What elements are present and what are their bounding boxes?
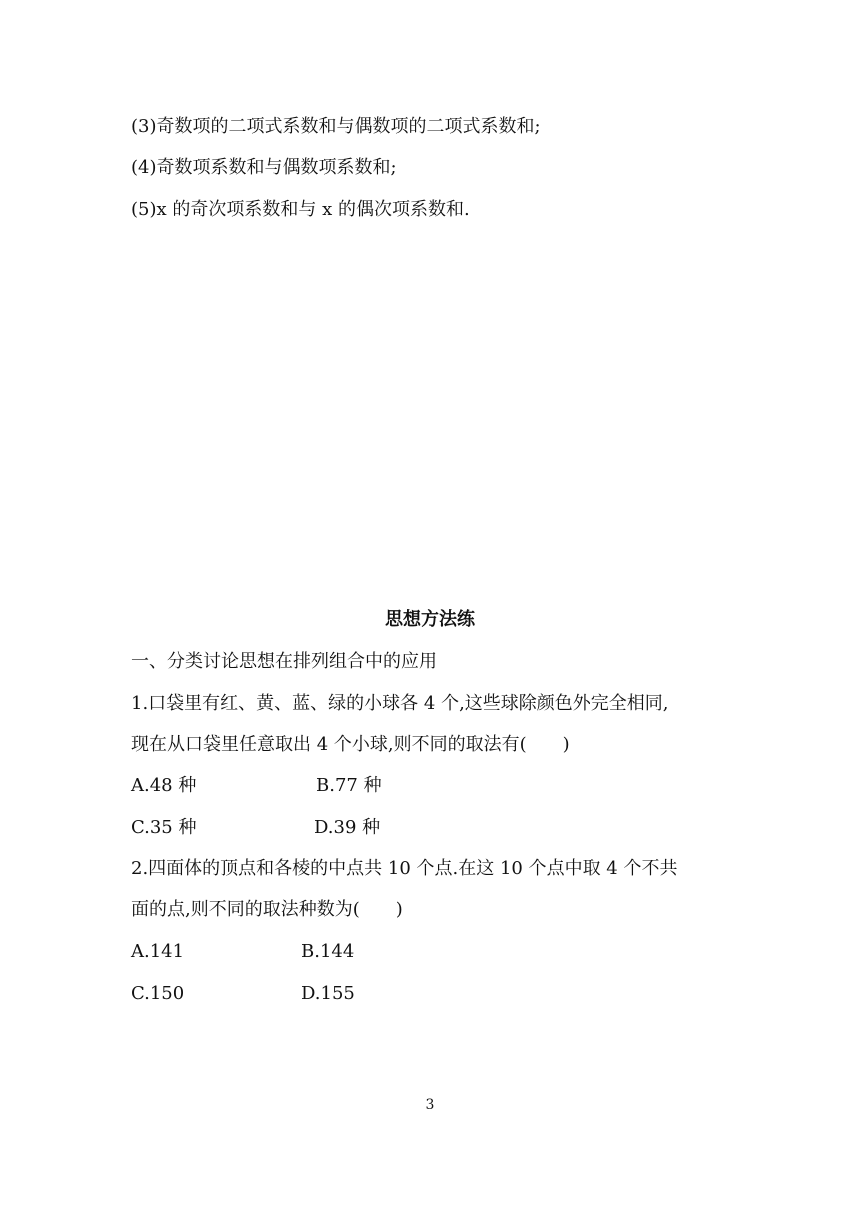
item-3-text: (3)奇数项的二项式系数和与偶数项的二项式系数和;: [131, 116, 541, 137]
item-5-text: (5)x 的奇次项系数和与 x 的偶次项系数和.: [131, 199, 470, 220]
section-title: 思想方法练: [385, 609, 475, 630]
question-2-option-b: B.144: [301, 941, 355, 962]
question-2-line-1: 2.四面体的顶点和各棱的中点共 10 个点.在这 10 个点中取 4 个不共: [131, 858, 678, 879]
question-1-option-b: B.77 种: [316, 775, 382, 796]
question-1-option-c: C.35 种: [131, 817, 197, 838]
subsection-title: 一、分类讨论思想在排列组合中的应用: [131, 651, 437, 672]
question-2-option-a: A.141: [131, 941, 185, 962]
question-1-option-a: A.48 种: [131, 775, 197, 796]
item-4-text: (4)奇数项系数和与偶数项系数和;: [131, 157, 397, 178]
question-2-option-d: D.155: [301, 983, 355, 1004]
question-2-option-c: C.150: [131, 983, 185, 1004]
page-number: 3: [425, 1097, 435, 1113]
question-1-option-d: D.39 种: [314, 817, 381, 838]
question-1-line-2: 现在从口袋里任意取出 4 个小球,则不同的取法有( ): [131, 734, 570, 755]
question-2-line-2: 面的点,则不同的取法种数为( ): [131, 899, 403, 920]
question-1-line-1: 1.口袋里有红、黄、蓝、绿的小球各 4 个,这些球除颜色外完全相同,: [131, 693, 669, 714]
